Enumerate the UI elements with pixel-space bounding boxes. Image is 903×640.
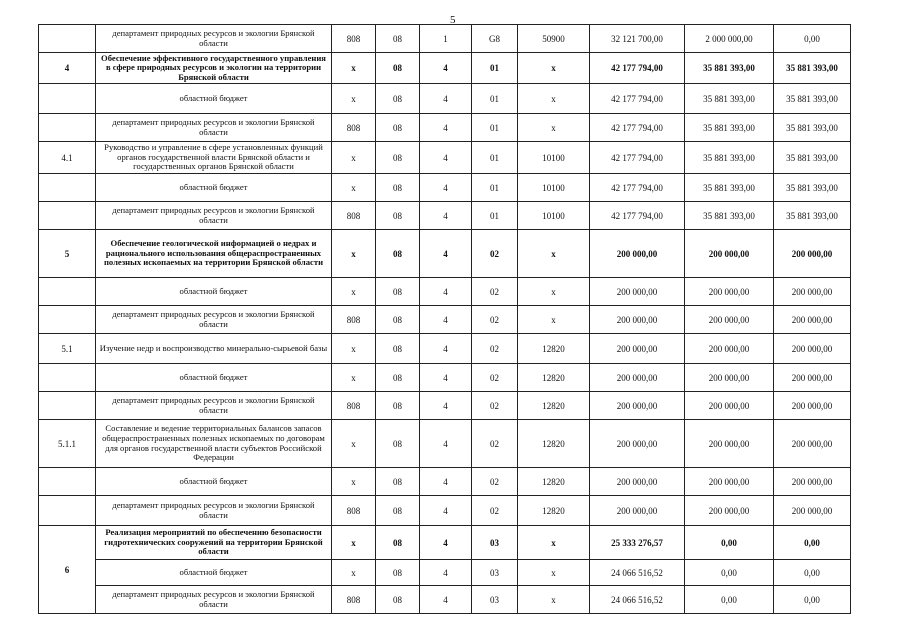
amount-year1-cell: 42 177 794,00 (590, 114, 685, 142)
table-row (39, 53, 851, 84)
amount-year1-cell: 200 000,00 (590, 420, 685, 468)
row-number-cell (39, 392, 96, 420)
amount-year3-cell: 0,00 (774, 560, 851, 586)
program-code-cell: 4 (420, 230, 472, 278)
row-number-cell (39, 496, 96, 526)
table-row (39, 174, 851, 202)
table-body (39, 25, 851, 614)
expense-code-cell: x (518, 526, 590, 560)
budget-table (38, 24, 851, 614)
amount-year2-cell: 2 000 000,00 (685, 25, 774, 53)
expense-code-cell: 10100 (518, 142, 590, 174)
subprogram-code-cell: 02 (472, 230, 518, 278)
amount-year2-cell: 35 881 393,00 (685, 53, 774, 84)
expense-code-cell: x (518, 114, 590, 142)
subprogram-code-cell: 01 (472, 202, 518, 230)
row-number-cell (39, 202, 96, 230)
section-code-cell: 08 (376, 586, 420, 614)
subprogram-code-cell: 02 (472, 420, 518, 468)
table-row (39, 114, 851, 142)
amount-year3-cell: 200 000,00 (774, 364, 851, 392)
amount-year3-cell: 35 881 393,00 (774, 84, 851, 114)
amount-year1-cell: 200 000,00 (590, 334, 685, 364)
grbs-code-cell: x (332, 526, 376, 560)
amount-year2-cell: 35 881 393,00 (685, 84, 774, 114)
grbs-code-cell: x (332, 420, 376, 468)
amount-year2-cell: 35 881 393,00 (685, 202, 774, 230)
table-row (39, 586, 851, 614)
grbs-code-cell: 808 (332, 586, 376, 614)
program-code-cell: 4 (420, 496, 472, 526)
amount-year3-cell: 0,00 (774, 526, 851, 560)
expense-code-cell: 12820 (518, 364, 590, 392)
row-number-cell: 6 (39, 526, 96, 614)
subprogram-code-cell: 03 (472, 560, 518, 586)
expense-code-cell: 12820 (518, 468, 590, 496)
amount-year3-cell: 200 000,00 (774, 230, 851, 278)
subprogram-code-cell: G8 (472, 25, 518, 53)
table-row (39, 278, 851, 306)
program-code-cell: 4 (420, 306, 472, 334)
table-row (39, 142, 851, 174)
expense-code-cell: 12820 (518, 420, 590, 468)
expense-code-cell: 12820 (518, 392, 590, 420)
table-row (39, 392, 851, 420)
row-number-cell (39, 364, 96, 392)
row-number-cell (39, 468, 96, 496)
amount-year3-cell: 0,00 (774, 586, 851, 614)
amount-year1-cell: 42 177 794,00 (590, 53, 685, 84)
section-code-cell: 08 (376, 230, 420, 278)
grbs-code-cell: x (332, 468, 376, 496)
subprogram-code-cell: 02 (472, 364, 518, 392)
program-code-cell: 4 (420, 142, 472, 174)
amount-year3-cell: 200 000,00 (774, 392, 851, 420)
row-number-cell (39, 306, 96, 334)
amount-year2-cell: 200 000,00 (685, 496, 774, 526)
subprogram-code-cell: 01 (472, 53, 518, 84)
row-number-cell: 5 (39, 230, 96, 278)
grbs-code-cell: 808 (332, 306, 376, 334)
amount-year2-cell: 200 000,00 (685, 468, 774, 496)
row-name-cell: областной бюджет (96, 174, 332, 202)
program-code-cell: 4 (420, 334, 472, 364)
row-name-cell: Обеспечение эффективного государственного управления в сфере природных ресурсов и экологии на территории Брянской области (96, 53, 332, 84)
amount-year1-cell: 200 000,00 (590, 306, 685, 334)
expense-code-cell: 12820 (518, 334, 590, 364)
grbs-code-cell: x (332, 334, 376, 364)
program-code-cell: 4 (420, 586, 472, 614)
subprogram-code-cell: 01 (472, 114, 518, 142)
amount-year2-cell: 35 881 393,00 (685, 142, 774, 174)
table-row (39, 560, 851, 586)
grbs-code-cell: x (332, 142, 376, 174)
amount-year2-cell: 35 881 393,00 (685, 174, 774, 202)
amount-year1-cell: 200 000,00 (590, 278, 685, 306)
section-code-cell: 08 (376, 334, 420, 364)
row-name-cell: Составление и ведение территориальных балансов запасов общераспространенных полезных ископаемых по договорам для органов государственной власти субъектов Российской Федерации (96, 420, 332, 468)
expense-code-cell: x (518, 306, 590, 334)
program-code-cell: 4 (420, 364, 472, 392)
amount-year3-cell: 0,00 (774, 25, 851, 53)
row-name-cell: департамент природных ресурсов и экологии Брянской области (96, 114, 332, 142)
grbs-code-cell: x (332, 174, 376, 202)
amount-year1-cell: 42 177 794,00 (590, 174, 685, 202)
amount-year3-cell: 35 881 393,00 (774, 53, 851, 84)
amount-year1-cell: 32 121 700,00 (590, 25, 685, 53)
row-number-cell (39, 84, 96, 114)
amount-year3-cell: 35 881 393,00 (774, 202, 851, 230)
subprogram-code-cell: 03 (472, 526, 518, 560)
expense-code-cell: 50900 (518, 25, 590, 53)
amount-year1-cell: 200 000,00 (590, 364, 685, 392)
amount-year2-cell: 0,00 (685, 560, 774, 586)
amount-year3-cell: 35 881 393,00 (774, 114, 851, 142)
section-code-cell: 08 (376, 278, 420, 306)
amount-year1-cell: 200 000,00 (590, 496, 685, 526)
row-name-cell: Реализация мероприятий по обеспечению безопасности гидротехнических сооружений на территории Брянской области (96, 526, 332, 560)
amount-year2-cell: 200 000,00 (685, 334, 774, 364)
row-name-cell: областной бюджет (96, 84, 332, 114)
amount-year2-cell: 0,00 (685, 586, 774, 614)
amount-year1-cell: 42 177 794,00 (590, 84, 685, 114)
subprogram-code-cell: 03 (472, 586, 518, 614)
expense-code-cell: 10100 (518, 202, 590, 230)
amount-year1-cell: 200 000,00 (590, 392, 685, 420)
row-number-cell: 5.1.1 (39, 420, 96, 468)
amount-year1-cell: 24 066 516,52 (590, 560, 685, 586)
section-code-cell: 08 (376, 560, 420, 586)
table-row (39, 526, 851, 560)
section-code-cell: 08 (376, 25, 420, 53)
expense-code-cell: 12820 (518, 496, 590, 526)
program-code-cell: 4 (420, 202, 472, 230)
section-code-cell: 08 (376, 53, 420, 84)
table-row (39, 84, 851, 114)
expense-code-cell: x (518, 586, 590, 614)
amount-year3-cell: 200 000,00 (774, 496, 851, 526)
row-number-cell: 4.1 (39, 142, 96, 174)
subprogram-code-cell: 01 (472, 174, 518, 202)
table-row (39, 25, 851, 53)
row-number-cell: 5.1 (39, 334, 96, 364)
table-row (39, 468, 851, 496)
table-row (39, 334, 851, 364)
row-name-cell: областной бюджет (96, 278, 332, 306)
subprogram-code-cell: 02 (472, 334, 518, 364)
grbs-code-cell: 808 (332, 25, 376, 53)
expense-code-cell: x (518, 53, 590, 84)
row-number-cell (39, 114, 96, 142)
expense-code-cell: x (518, 278, 590, 306)
amount-year3-cell: 200 000,00 (774, 278, 851, 306)
table-row (39, 364, 851, 392)
amount-year3-cell: 200 000,00 (774, 334, 851, 364)
grbs-code-cell: x (332, 364, 376, 392)
section-code-cell: 08 (376, 114, 420, 142)
row-number-cell: 4 (39, 53, 96, 84)
amount-year2-cell: 200 000,00 (685, 278, 774, 306)
grbs-code-cell: 808 (332, 202, 376, 230)
amount-year2-cell: 200 000,00 (685, 420, 774, 468)
section-code-cell: 08 (376, 496, 420, 526)
expense-code-cell: x (518, 560, 590, 586)
subprogram-code-cell: 02 (472, 468, 518, 496)
row-name-cell: департамент природных ресурсов и экологии Брянской области (96, 496, 332, 526)
row-name-cell: областной бюджет (96, 364, 332, 392)
section-code-cell: 08 (376, 202, 420, 230)
table-row (39, 306, 851, 334)
amount-year2-cell: 200 000,00 (685, 392, 774, 420)
grbs-code-cell: x (332, 278, 376, 306)
row-name-cell: областной бюджет (96, 468, 332, 496)
amount-year1-cell: 200 000,00 (590, 468, 685, 496)
row-number-cell (39, 25, 96, 53)
row-name-cell: департамент природных ресурсов и экологии Брянской области (96, 306, 332, 334)
section-code-cell: 08 (376, 84, 420, 114)
row-name-cell: Обеспечение геологической информацией о недрах и рационального использования общераспространенных полезных ископаемых на территории Брянской области (96, 230, 332, 278)
program-code-cell: 4 (420, 392, 472, 420)
subprogram-code-cell: 02 (472, 306, 518, 334)
grbs-code-cell: x (332, 84, 376, 114)
amount-year2-cell: 35 881 393,00 (685, 114, 774, 142)
subprogram-code-cell: 01 (472, 84, 518, 114)
program-code-cell: 4 (420, 114, 472, 142)
row-name-cell: департамент природных ресурсов и экологии Брянской области (96, 392, 332, 420)
section-code-cell: 08 (376, 174, 420, 202)
section-code-cell: 08 (376, 468, 420, 496)
subprogram-code-cell: 02 (472, 392, 518, 420)
section-code-cell: 08 (376, 364, 420, 392)
amount-year2-cell: 0,00 (685, 526, 774, 560)
row-name-cell: областной бюджет (96, 560, 332, 586)
section-code-cell: 08 (376, 392, 420, 420)
expense-code-cell: x (518, 84, 590, 114)
expense-code-cell: x (518, 230, 590, 278)
amount-year1-cell: 42 177 794,00 (590, 202, 685, 230)
program-code-cell: 4 (420, 420, 472, 468)
subprogram-code-cell: 02 (472, 496, 518, 526)
row-number-cell (39, 174, 96, 202)
amount-year2-cell: 200 000,00 (685, 364, 774, 392)
program-code-cell: 4 (420, 526, 472, 560)
program-code-cell: 4 (420, 174, 472, 202)
amount-year1-cell: 200 000,00 (590, 230, 685, 278)
amount-year1-cell: 25 333 276,57 (590, 526, 685, 560)
grbs-code-cell: x (332, 53, 376, 84)
subprogram-code-cell: 02 (472, 278, 518, 306)
amount-year2-cell: 200 000,00 (685, 306, 774, 334)
table-row (39, 496, 851, 526)
table-row (39, 202, 851, 230)
amount-year3-cell: 200 000,00 (774, 420, 851, 468)
program-code-cell: 4 (420, 53, 472, 84)
amount-year1-cell: 24 066 516,52 (590, 586, 685, 614)
section-code-cell: 08 (376, 306, 420, 334)
subprogram-code-cell: 01 (472, 142, 518, 174)
row-name-cell: департамент природных ресурсов и экологии Брянской области (96, 202, 332, 230)
expense-code-cell: 10100 (518, 174, 590, 202)
program-code-cell: 4 (420, 560, 472, 586)
row-name-cell: Изучение недр и воспроизводство минерально-сырьевой базы (96, 334, 332, 364)
amount-year3-cell: 200 000,00 (774, 306, 851, 334)
program-code-cell: 4 (420, 468, 472, 496)
program-code-cell: 4 (420, 84, 472, 114)
row-name-cell: департамент природных ресурсов и экологии Брянской области (96, 586, 332, 614)
grbs-code-cell: 808 (332, 114, 376, 142)
grbs-code-cell: 808 (332, 392, 376, 420)
amount-year3-cell: 35 881 393,00 (774, 174, 851, 202)
grbs-code-cell: x (332, 230, 376, 278)
amount-year2-cell: 200 000,00 (685, 230, 774, 278)
page-number: 5 (450, 14, 456, 26)
row-number-cell (39, 278, 96, 306)
program-code-cell: 4 (420, 278, 472, 306)
amount-year3-cell: 35 881 393,00 (774, 142, 851, 174)
grbs-code-cell: 808 (332, 496, 376, 526)
section-code-cell: 08 (376, 420, 420, 468)
amount-year3-cell: 200 000,00 (774, 468, 851, 496)
amount-year1-cell: 42 177 794,00 (590, 142, 685, 174)
section-code-cell: 08 (376, 526, 420, 560)
table-row (39, 420, 851, 468)
row-name-cell: Руководство и управление в сфере установленных функций органов государственной власти Брянской области и государственных органов Брянской области (96, 142, 332, 174)
program-code-cell: 1 (420, 25, 472, 53)
row-name-cell: департамент природных ресурсов и экологии Брянской области (96, 25, 332, 53)
table-row (39, 230, 851, 278)
section-code-cell: 08 (376, 142, 420, 174)
grbs-code-cell: x (332, 560, 376, 586)
